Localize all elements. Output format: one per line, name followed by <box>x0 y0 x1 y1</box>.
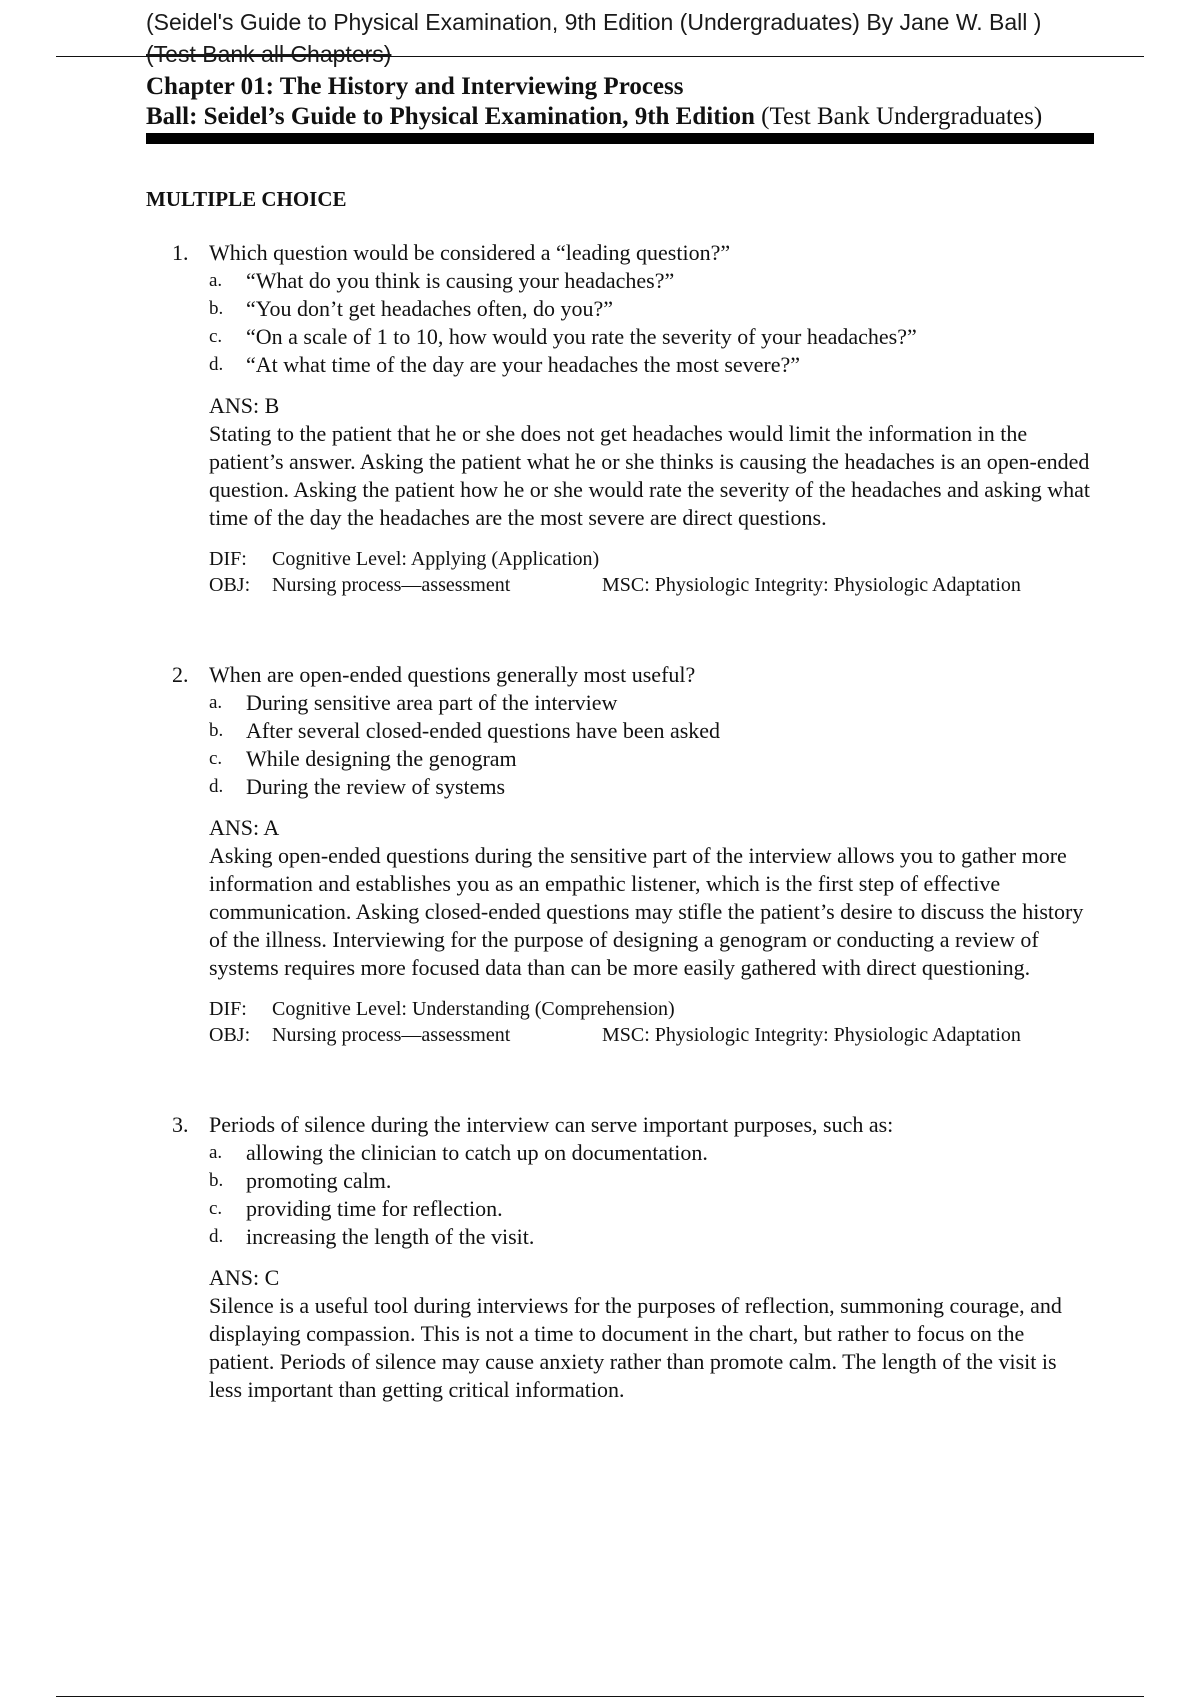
answer-key: ANS: B <box>209 393 280 418</box>
question-text: When are open-ended questions generally most useful? <box>209 662 696 687</box>
answer-block <box>209 1264 1092 1404</box>
obj-row <box>209 1022 1092 1048</box>
option-letter: a. <box>209 1142 223 1163</box>
section-heading: MULTIPLE CHOICE <box>146 187 347 211</box>
rationale-text: Stating to the patient that he or she does not get headaches would limit the information in the patient’s answer. Asking the patient what he or she thinks is causing the headaches is an open-ended question. Asking the patient how he or she would rate the severity of the headaches and asking what time of the day the headaches are the most severe are direct questions. <box>209 421 1090 530</box>
obj-label: OBJ: <box>209 574 251 596</box>
option-letter: b. <box>209 298 224 319</box>
answer-options <box>209 1139 1092 1251</box>
option-d <box>209 773 1092 801</box>
chapter-divider <box>146 133 1094 144</box>
option-text: “What do you think is causing your headaches?” <box>246 268 675 293</box>
answer-block <box>209 392 1092 532</box>
option-letter: c. <box>209 326 223 347</box>
msc-value: MSC: Physiologic Integrity: Physiologic Adaptation <box>602 1024 1021 1046</box>
option-letter: d. <box>209 354 224 375</box>
question-stem <box>172 661 1092 689</box>
option-text: “On a scale of 1 to 10, how would you rate the severity of your headaches?” <box>246 324 917 349</box>
dif-row <box>209 996 1092 1022</box>
option-letter: d. <box>209 776 224 797</box>
option-text: During sensitive area part of the interview <box>246 690 618 715</box>
chapter-title: Chapter 01: The History and Interviewing Process <box>146 73 684 100</box>
obj-row <box>209 572 1092 598</box>
question-number: 3. <box>172 1112 189 1137</box>
rationale-text: Asking open-ended questions during the sensitive part of the interview allows you to gather more information and establishes you as an empathic listener, which is the first step of effective communication. Asking closed-ended questions may stifle the patient’s desire to discuss the history of the illness. Interviewing for the purpose of designing a genogram or conducting a review of systems requires more focused data than can be more easily gathered with direct questioning. <box>209 843 1084 980</box>
question-metadata <box>209 546 1092 598</box>
option-letter: b. <box>209 1170 224 1191</box>
obj-label: OBJ: <box>209 1024 251 1046</box>
option-letter: c. <box>209 748 223 769</box>
msc-value: MSC: Physiologic Integrity: Physiologic Adaptation <box>602 574 1021 596</box>
question-text: Periods of silence during the interview can serve important purposes, such as: <box>209 1112 894 1137</box>
question-stem <box>172 1111 1092 1139</box>
chapter-header <box>146 72 1096 132</box>
option-text: providing time for reflection. <box>246 1196 503 1221</box>
obj-value: Nursing process—assessment <box>272 574 511 596</box>
question-1 <box>172 239 1092 598</box>
answer-options <box>209 267 1092 379</box>
banner-title: (Seidel's Guide to Physical Examination, 9th Edition (Undergraduates) By Jane W. Ball ) <box>146 9 1042 35</box>
book-title: Ball: Seidel’s Guide to Physical Examination, 9th Edition <box>146 103 755 130</box>
question-2 <box>172 661 1092 1048</box>
answer-options <box>209 689 1092 801</box>
banner-subtitle: (Test Bank all Chapters) <box>146 41 392 67</box>
option-text: While designing the genogram <box>246 746 517 771</box>
option-letter: b. <box>209 720 224 741</box>
option-text: “At what time of the day are your headaches the most severe?” <box>246 352 801 377</box>
option-letter: a. <box>209 270 223 291</box>
question-text: Which question would be considered a “leading question?” <box>209 240 731 265</box>
option-b <box>209 717 1092 745</box>
option-letter: a. <box>209 692 223 713</box>
option-d <box>209 1223 1092 1251</box>
option-text: “You don’t get headaches often, do you?” <box>246 296 613 321</box>
dif-value: Cognitive Level: Understanding (Comprehension) <box>272 998 675 1020</box>
option-b <box>209 295 1092 323</box>
question-number: 1. <box>172 240 189 265</box>
answer-key: ANS: A <box>209 815 280 840</box>
option-b <box>209 1167 1092 1195</box>
option-a <box>209 1139 1092 1167</box>
option-text: increasing the length of the visit. <box>246 1224 535 1249</box>
option-letter: d. <box>209 1226 224 1247</box>
question-stem <box>172 239 1092 267</box>
option-a <box>209 267 1092 295</box>
option-d <box>209 351 1092 379</box>
answer-key: ANS: C <box>209 1265 280 1290</box>
dif-value: Cognitive Level: Applying (Application) <box>272 548 600 570</box>
option-a <box>209 689 1092 717</box>
book-edition-note: (Test Bank Undergraduates) <box>761 103 1043 130</box>
rationale-text: Silence is a useful tool during interviews for the purposes of reflection, summoning courage, and displaying compassion. This is not a time to document in the chart, but rather to focus on the patient. Periods of silence may cause anxiety rather than promote calm. The length of the visit is less important than getting critical information. <box>209 1293 1062 1402</box>
answer-block <box>209 814 1092 982</box>
option-text: promoting calm. <box>246 1168 392 1193</box>
book-title-line <box>146 102 1096 132</box>
dif-label: DIF: <box>209 998 247 1020</box>
option-c <box>209 1195 1092 1223</box>
footer-divider <box>56 1696 1144 1697</box>
question-metadata <box>209 996 1092 1048</box>
option-text: allowing the clinician to catch up on documentation. <box>246 1140 708 1165</box>
option-c <box>209 745 1092 773</box>
question-number: 2. <box>172 662 189 687</box>
dif-label: DIF: <box>209 548 247 570</box>
option-text: After several closed-ended questions have been asked <box>246 718 721 743</box>
option-letter: c. <box>209 1198 223 1219</box>
obj-value: Nursing process—assessment <box>272 1024 511 1046</box>
option-c <box>209 323 1092 351</box>
document-banner <box>146 6 1106 70</box>
option-text: During the review of systems <box>246 774 506 799</box>
header-divider <box>56 56 1144 57</box>
dif-row <box>209 546 1092 572</box>
question-3 <box>172 1111 1092 1404</box>
